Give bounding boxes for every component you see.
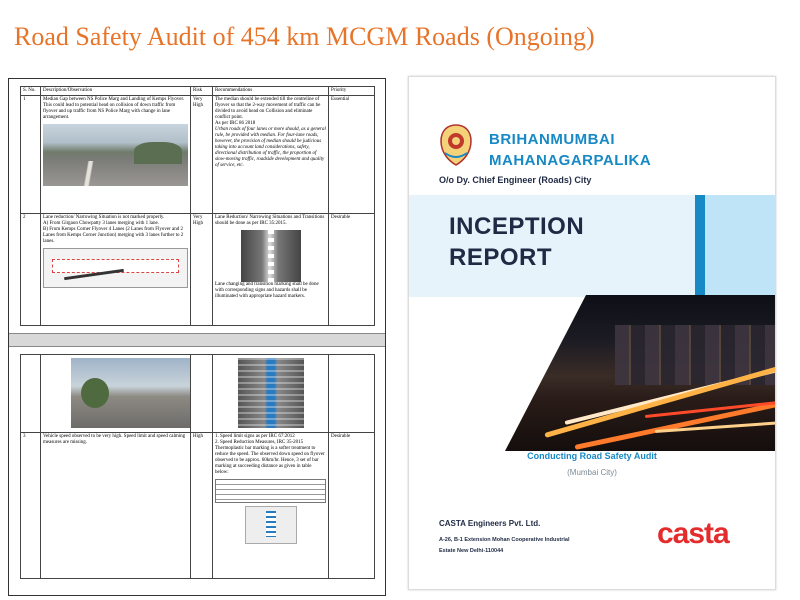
row-sno: 1 (21, 96, 41, 214)
company-name: CASTA Engineers Pvt. Ltd. (439, 519, 541, 528)
title-band-accent (695, 195, 775, 297)
row-description (41, 96, 191, 214)
office-name: O/o Dy. Chief Engineer (Roads) City (439, 175, 592, 185)
row-recommendation (213, 214, 329, 326)
report-title-line-2: REPORT (449, 244, 553, 271)
row-priority: Desirable (329, 214, 375, 326)
flyover-road-photo (43, 124, 188, 186)
description-text: Median Gap between NS Police Marg and Landing of Kemps Flyover. This could lead to potential head on collision of down traffic from flyover and up traffic from NS Police Marg with change in lane arrangement. (43, 97, 185, 120)
casta-logo: casta (657, 517, 729, 550)
lane-merge-sketch (43, 248, 188, 288)
table-row (21, 214, 375, 326)
row-sno: 3 (21, 433, 41, 579)
audit-table-page-1 (20, 86, 375, 326)
organization-name-line-1: BRIHANMUMBAI (489, 131, 615, 148)
report-title-line-1: INCEPTION (449, 213, 585, 240)
page-break (9, 333, 385, 347)
recommendation-item-2: 2. Speed Reduction Measures, IRC 35-2015 (215, 440, 304, 445)
recommendation-text: The median should be extended till the centreline of flyover so that the 2-way movement of traffic can be divided to avoid head on Collision and eliminate conflict point. (215, 97, 321, 120)
header-recommendations: Recommendations (213, 87, 329, 96)
table-row (21, 355, 375, 433)
row-risk: Very High (191, 96, 213, 214)
header-description: Description/Observation (41, 87, 191, 96)
address-line-1: A-26, B-1 Extension Mohan Cooperative Industrial (439, 537, 570, 543)
organization-name (489, 129, 651, 171)
recommendation-item-1: 1. Speed limit signs as per IRC 67:2012 (215, 434, 295, 439)
row-sno: 2 (21, 214, 41, 326)
table-header-row (21, 87, 375, 96)
bar-marking-table (215, 479, 326, 503)
audit-table-page-2 (20, 354, 375, 579)
bar-marking-photo (238, 358, 304, 428)
organization-name-line-2: MAHANAGARPALIKA (489, 152, 652, 169)
row-description: Vehicle speed observed to be very high. Speed limit and speed calming measures are missing. (41, 433, 191, 579)
row-recommendation (213, 96, 329, 214)
company-address (439, 535, 570, 557)
table-row (21, 433, 375, 579)
recommendation-reference: As per IRC 86 2018 (215, 121, 256, 126)
city-night-traffic-image (505, 295, 775, 451)
lane-transition-diagram (241, 230, 301, 282)
row-priority: Essential (329, 96, 375, 214)
slide-title: Road Safety Audit of 454 km MCGM Roads (Ongoing) (14, 22, 595, 51)
report-subtitle: Conducting Road Safety Audit (527, 451, 657, 461)
report-cover (408, 76, 776, 590)
recommendation-text-b: Lane changing and transition marking shall be done with corresponding signs and hazards shall be illuminated with appropriate hazard markers. (215, 282, 319, 299)
row-risk: Very High (191, 214, 213, 326)
recommendation-note: Urban roads of four lanes or more should, as a general rule, be provided with median. For four-lane roads, however, the provision of median should be judicious taking into account land considerations, safety, directional distribution of traffic, the proportion of slow-moving traffic, roadside development and quality of service, etc. (215, 127, 326, 168)
description-text: Lane reduction/ Narrowing Situation is not marked properly. (43, 215, 165, 220)
mcgm-emblem-icon (437, 123, 475, 167)
table-row (21, 96, 375, 214)
recommendation-item-3: Thermoplastic bar marking is a softer treatment to reduce the speed. The observed down speed on flyover observed to be approx. 60km/hr. Hence, 3 set of bar marking at succeeding distance as given in table below: (215, 446, 325, 475)
header-risk: Risk (191, 87, 213, 96)
row-description (41, 214, 191, 326)
header-priority: Priority (329, 87, 375, 96)
description-detail-b: B) From Kemps Corner Flyover 4 Lanes (2 Lanes from Flyover and 2 Lanes from Kemps Corner Junction) merging with 3 lanes further to 2 lanes. (43, 227, 184, 244)
description-detail-a: A) From Girgaon Chowpatty 3 lanes merging with 1 lane. (43, 221, 159, 226)
report-title (449, 211, 584, 273)
row-priority: Desirable (329, 433, 375, 579)
title-band-stripe (695, 195, 705, 297)
report-location: (Mumbai City) (567, 468, 617, 477)
street-photo (71, 358, 191, 428)
header-sno: S. No. (21, 87, 41, 96)
row-risk: High (191, 433, 213, 579)
audit-document-page (8, 78, 386, 596)
row-recommendation (213, 433, 329, 579)
recommendation-text: Lane Reduction/ Narrowing Situations and Transitions should be done as per IRC 35:2015. (215, 215, 325, 226)
address-line-2: Estate New Delhi-110044 (439, 548, 504, 554)
bar-marking-sketch (245, 506, 297, 544)
